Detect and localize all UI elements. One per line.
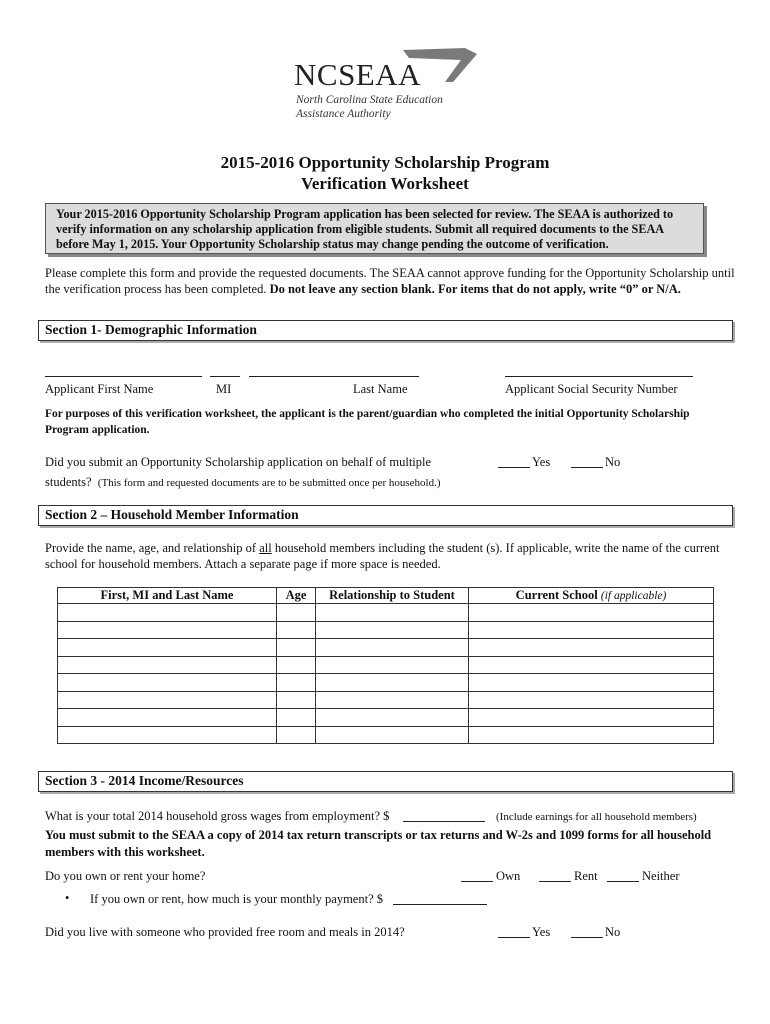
last-name-label: Last Name: [353, 382, 408, 396]
table-row: [58, 656, 714, 674]
multiple-students-question-cont: [45, 475, 441, 490]
name-cell[interactable]: [58, 656, 277, 674]
table-row: [58, 639, 714, 657]
relationship-cell[interactable]: [316, 691, 469, 709]
first-name-field[interactable]: [45, 376, 202, 377]
bullet-icon: •: [65, 891, 70, 905]
name-cell[interactable]: [58, 691, 277, 709]
mi-label: MI: [216, 382, 232, 396]
multiple-students-question: Did you submit an Opportunity Scholarship application on behalf of multiple: [45, 455, 432, 469]
age-cell[interactable]: [277, 656, 316, 674]
age-cell[interactable]: [277, 709, 316, 727]
school-header-note: (if applicable): [600, 590, 667, 602]
multiple-yes-label: Yes: [532, 455, 551, 469]
name-cell[interactable]: [58, 621, 277, 639]
ssn-label: Applicant Social Security Number: [505, 382, 678, 396]
relationship-cell[interactable]: [316, 621, 469, 639]
school-cell[interactable]: [469, 639, 714, 657]
tax-return-notice: You must submit to the SEAA a copy of 2014 tax return transcripts or tax returns and W-2s and 1099 forms for all household members with this worksheet.: [45, 828, 712, 859]
household-instructions: [45, 541, 725, 572]
school-cell[interactable]: [469, 604, 714, 622]
relationship-cell[interactable]: [316, 604, 469, 622]
table-row: [58, 726, 714, 744]
school-cell[interactable]: [469, 621, 714, 639]
ssn-field[interactable]: [505, 376, 693, 377]
school-cell[interactable]: [469, 709, 714, 727]
wages-field[interactable]: [403, 821, 485, 822]
col-relationship-header: Relationship to Student: [316, 588, 469, 604]
rent-label: Rent: [574, 869, 598, 883]
section-2-title: Section 2 – Household Member Information: [45, 507, 299, 522]
table-row: [58, 691, 714, 709]
neither-blank[interactable]: [607, 881, 639, 882]
multiple-yes-blank[interactable]: [498, 467, 530, 468]
age-cell[interactable]: [277, 604, 316, 622]
mi-field[interactable]: [210, 376, 240, 377]
free-room-question: Did you live with someone who provided free room and meals in 2014?: [45, 925, 405, 939]
wages-note: (Include earnings for all household members): [496, 811, 697, 823]
school-header-text: Current School: [515, 588, 598, 602]
section-3-title: Section 3 - 2014 Income/Resources: [45, 773, 244, 788]
review-notice-text: Your 2015-2016 Opportunity Scholarship Program application has been selected for review. The SEAA is authorized to verify information on any scholarship application from eligible students. Submit all required documents to the SEAA before May 1, 2015. Your Opportunity Scholarship status may change pending the outcome of verification.: [56, 207, 674, 251]
household-members-table: [57, 587, 714, 744]
col-school-header: [469, 588, 714, 604]
intro-text: Please complete this form and provide the requested documents. The SEAA cannot approve funding for the Opportunity Scholarship until the verification process has been completed.: [45, 266, 735, 296]
name-cell[interactable]: [58, 639, 277, 657]
age-cell[interactable]: [277, 726, 316, 744]
age-cell[interactable]: [277, 691, 316, 709]
intro-bold-text: Do not leave any section blank. For items that do not apply, write “0” or N/A.: [269, 281, 681, 296]
relationship-cell[interactable]: [316, 709, 469, 727]
relationship-cell[interactable]: [316, 639, 469, 657]
age-cell[interactable]: [277, 621, 316, 639]
table-row: [58, 604, 714, 622]
monthly-payment-field[interactable]: [393, 904, 487, 905]
table-row: [58, 621, 714, 639]
instructions-pre: Provide the name, age, and relationship of: [45, 541, 260, 555]
name-cell[interactable]: [58, 604, 277, 622]
table-header-row: [58, 588, 714, 604]
col-age-header: Age: [277, 588, 316, 604]
document-subtitle: Verification Worksheet: [301, 174, 469, 193]
table-row: [58, 674, 714, 692]
relationship-cell[interactable]: [316, 726, 469, 744]
applicant-purpose-note: For purposes of this verification worksheet, the applicant is the parent/guardian who completed the initial Opportunity Scholarship Program application.: [45, 408, 690, 436]
multiple-no-blank[interactable]: [571, 467, 603, 468]
section-3-header: [38, 771, 733, 792]
name-cell[interactable]: [58, 709, 277, 727]
relationship-cell[interactable]: [316, 674, 469, 692]
rent-blank[interactable]: [539, 881, 571, 882]
own-rent-question: Do you own or rent your home?: [45, 869, 206, 883]
relationship-cell[interactable]: [316, 656, 469, 674]
logo-subtitle-line2: Assistance Authority: [296, 108, 391, 120]
free-room-yes-blank[interactable]: [498, 937, 530, 938]
instructions-post: household members including the student (s). If applicable, write the name of the current school for household members. Attach a separate page if more space is needed.: [45, 541, 720, 571]
free-room-no-label: No: [605, 925, 621, 939]
intro-paragraph: [45, 266, 735, 297]
section-1-header: [38, 320, 733, 341]
logo-wordmark: NCSEAA: [294, 57, 422, 92]
name-cell[interactable]: [58, 726, 277, 744]
school-cell[interactable]: [469, 726, 714, 744]
age-cell[interactable]: [277, 639, 316, 657]
document-title: 2015-2016 Opportunity Scholarship Program: [220, 153, 550, 172]
last-name-field[interactable]: [249, 376, 419, 377]
neither-label: Neither: [642, 869, 680, 883]
students-word: students?: [45, 475, 92, 489]
logo-subtitle-line1: North Carolina State Education: [296, 94, 443, 106]
monthly-payment-question: If you own or rent, how much is your monthly payment? $: [90, 892, 384, 906]
col-name-header: First, MI and Last Name: [58, 588, 277, 604]
review-notice-box: [45, 203, 704, 254]
multiple-students-note: (This form and requested documents are to be submitted once per household.): [97, 477, 441, 489]
section-2-header: [38, 505, 733, 526]
own-blank[interactable]: [461, 881, 493, 882]
school-cell[interactable]: [469, 656, 714, 674]
table-row: [58, 709, 714, 727]
instructions-all: all: [259, 541, 272, 555]
multiple-no-label: No: [605, 455, 621, 469]
school-cell[interactable]: [469, 691, 714, 709]
first-name-label: Applicant First Name: [45, 382, 154, 396]
wages-question: What is your total 2014 household gross wages from employment? $: [45, 809, 390, 823]
school-cell[interactable]: [469, 674, 714, 692]
free-room-no-blank[interactable]: [571, 937, 603, 938]
age-cell[interactable]: [277, 674, 316, 692]
section-1-title: Section 1- Demographic Information: [45, 322, 257, 337]
free-room-yes-label: Yes: [532, 925, 551, 939]
own-label: Own: [496, 869, 521, 883]
name-cell[interactable]: [58, 674, 277, 692]
